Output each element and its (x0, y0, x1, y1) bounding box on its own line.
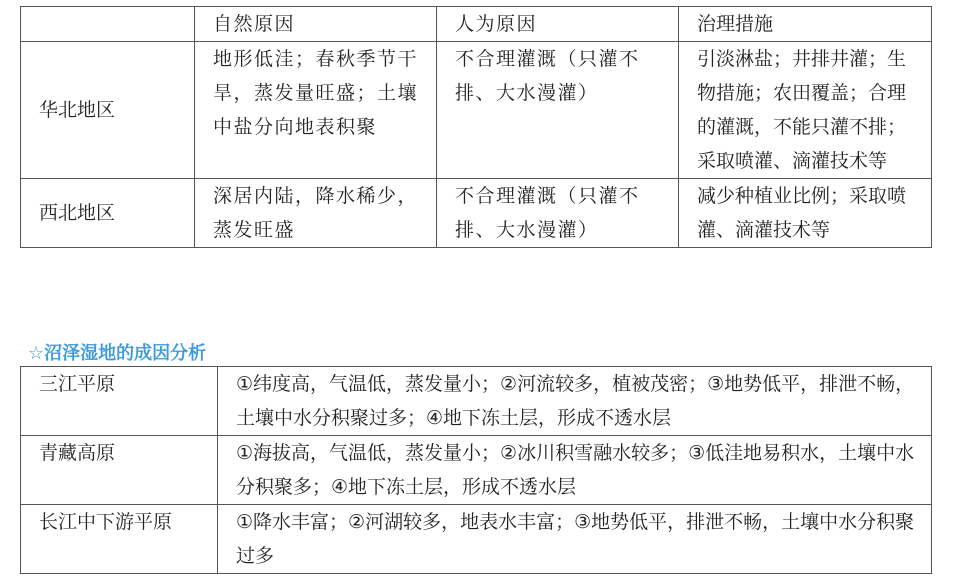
table-row (21, 179, 932, 248)
region-cell: 华北地区 (21, 42, 195, 179)
measures-cell: 引淡淋盐；井排井灌；生物措施；农田覆盖；合理的灌溉，不能只灌不排；采取喷灌、滴灌技术等 (679, 42, 932, 179)
table-header-row (21, 7, 932, 42)
header-natural-causes: 自然原因 (195, 7, 437, 42)
region-cell: 西北地区 (21, 179, 195, 248)
causes-cell: ①纬度高，气温低，蒸发量小；②河流较多，植被茂密；③地势低平，排泄不畅，土壤中水分积聚过多；④地下冻土层，形成不透水层 (218, 367, 932, 436)
measures-cell: 减少种植业比例；采取喷灌、滴灌技术等 (679, 179, 932, 248)
table-row (21, 42, 932, 179)
wetland-table (20, 366, 932, 574)
table-row (21, 505, 932, 574)
causes-cell: ①海拔高，气温低，蒸发量小；②冰川积雪融水较多；③低洼地易积水，土壤中水分积聚多；④地下冻土层，形成不透水层 (218, 436, 932, 505)
header-cell-empty (21, 7, 195, 42)
table-row (21, 436, 932, 505)
section-heading: ☆沼泽湿地的成因分析 (28, 343, 207, 364)
salinization-table (20, 6, 932, 248)
natural-cause-cell: 深居内陆，降水稀少，蒸发旺盛 (195, 179, 437, 248)
header-human-causes: 人为原因 (437, 7, 679, 42)
header-measures: 治理措施 (679, 7, 932, 42)
table-row (21, 367, 932, 436)
region-cell: 三江平原 (21, 367, 218, 436)
human-cause-cell: 不合理灌溉（只灌不排、大水漫灌） (437, 179, 679, 248)
human-cause-cell: 不合理灌溉（只灌不排、大水漫灌） (437, 42, 679, 179)
region-cell: 青藏高原 (21, 436, 218, 505)
natural-cause-cell: 地形低洼；春秋季节干旱，蒸发量旺盛；土壤中盐分向地表积聚 (195, 42, 437, 179)
causes-cell: ①降水丰富；②河湖较多，地表水丰富；③地势低平，排泄不畅，土壤中水分积聚过多 (218, 505, 932, 574)
region-cell: 长江中下游平原 (21, 505, 218, 574)
